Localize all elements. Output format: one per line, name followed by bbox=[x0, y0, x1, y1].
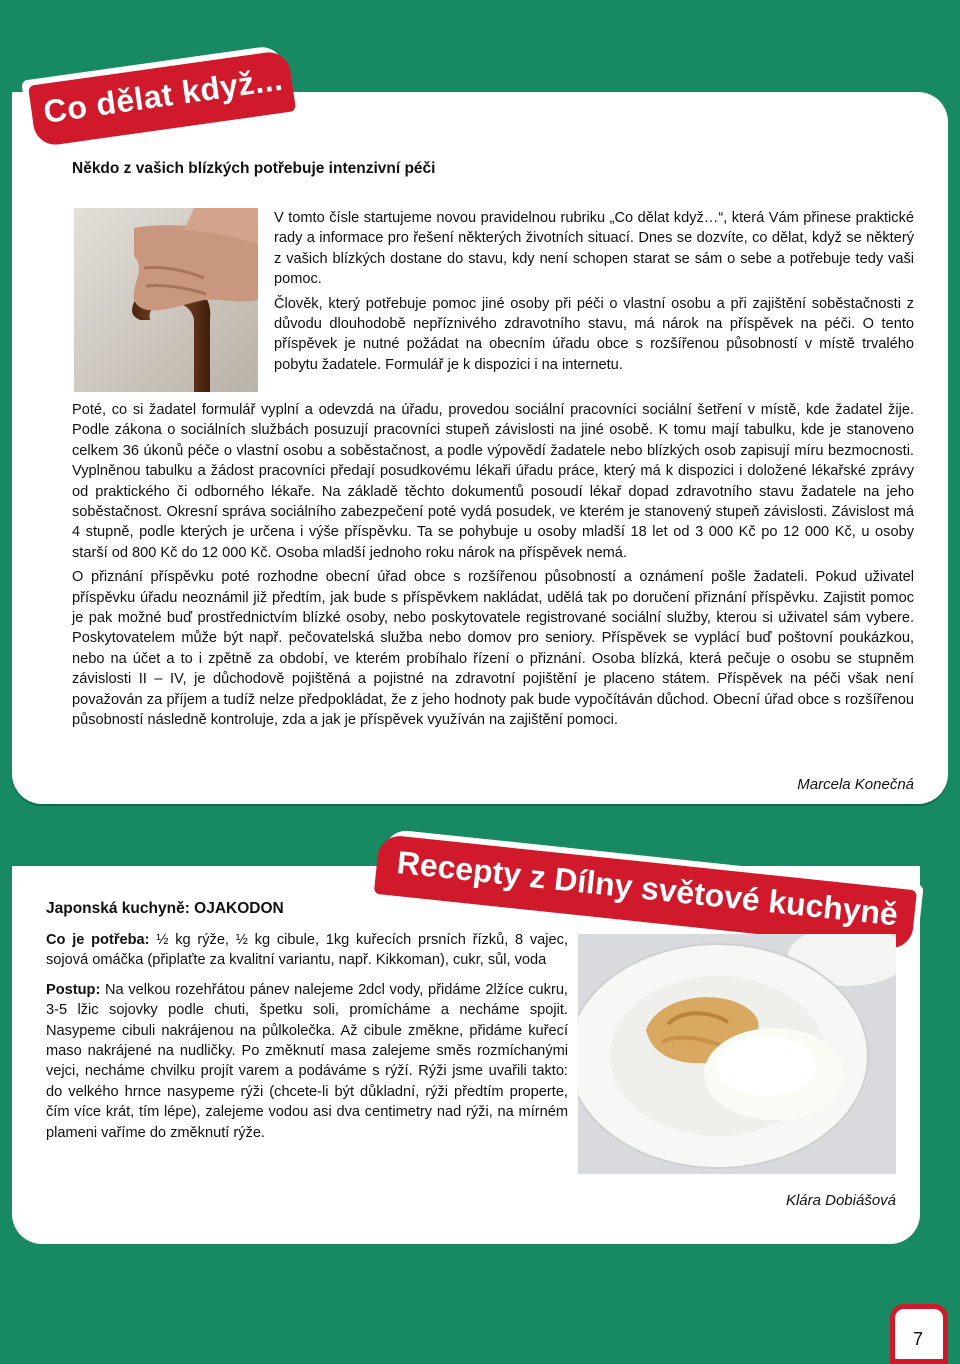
cane-illustration bbox=[74, 208, 258, 392]
recipe-section-title: Recepty z Dílny světové kuchyně bbox=[395, 844, 900, 933]
intro-paragraph: Člověk, který potřebuje pomoc jiné osoby při péči o vlastní osobu a při zajištění soběstačnosti z důvodu dlouhodobě nepříznivého zdravotního stavu, má nárok na příspěvek na péči. O tento příspěvek je nutné požádat na obecním úřadu obce s rozšířenou působností v místě trvalého pobytu žadatele. Formulář je k dispozici i na internetu. bbox=[274, 295, 914, 373]
body-paragraph: Poté, co si žadatel formulář vyplní a odevzdá na úřadu, provedou sociální pracovníci sociální šetření v místě, kde žadatel žije. Podle zákona o sociálních službách posuzují pracovníci stupeň závislosti na jiné osobě. K tomu mají tabulku, kde je stanoveno celkem 36 úkonů péče o vlastní osobu a soběstačnost, a podle výpovědí žadatele nebo blízkých osob zapisují míru bezmocnosti. Vyplněnou tabulku a žádost pracovníci předají posudkovému lékaři úřadu práce, který má k dispozici i doložené lékařské zprávy od praktického či odborného lékaře. Na základě těchto dokumentů posoudí lékař dopad zdravotního stavu žadatele na jeho soběstačnost. Okresní správa sociálního zabezpečení poté vydá posudek, ve kterém je stanovený stupeň závislosti. Závislost má 4 stupně, podle kterých je určena i výše příspěvku. Ta se pohybuje u osoby mladší 18 let od 3 000 Kč po 12 000 Kč, u osoby starší od 800 Kč do 12 000 Kč. Osoba mladší jednoho roku nárok na příspěvek nemá. bbox=[72, 402, 914, 561]
page-number: 7 bbox=[913, 1329, 924, 1349]
page-number-box bbox=[890, 1304, 948, 1364]
steps-paragraph bbox=[46, 980, 568, 1143]
article-author: Marcela Konečná bbox=[797, 776, 914, 793]
dish-photo bbox=[578, 934, 896, 1174]
ingredients-label: Co je potřeba: bbox=[46, 932, 150, 948]
section-title: Co dělat když... bbox=[41, 60, 285, 130]
recipe-title: Japonská kuchyně: OJAKODON bbox=[46, 900, 284, 917]
hand-on-cane-photo bbox=[74, 208, 258, 392]
ingredients-text: ½ kg rýže, ½ kg cibule, 1kg kuřecích prsních řízků, 8 vajec, sojová omáčka (připlaťte za kvalitní variantu, např. Kikkoman), cukr, sůl, voda bbox=[46, 932, 569, 969]
steps-label: Postup: bbox=[46, 981, 101, 998]
article-body bbox=[72, 400, 914, 731]
recipe-text bbox=[46, 930, 568, 1143]
recipe-author: Klára Dobiášová bbox=[785, 1192, 896, 1209]
article-subtitle: Někdo z vašich blízkých potřebuje intenzivní péči bbox=[72, 160, 436, 177]
body-paragraph: O přiznání příspěvku poté rozhodne obecní úřad obce s rozšířenou působností a oznámení pošle žadateli. Pokud uživatel příspěvku úřadu neoznámil již předtím, jak bude s příspěvkem nakládat, udělá tak po doručení přiznání příspěvku. Zajistit pomoc je pak možné buď prostřednictvím blízké osoby, nebo poskytovatele registrované sociální služby, kterou si uživatel sám vybere. Poskytovatelem může být např. pečovatelská služba nebo domov pro seniory. Příspěvek se vyplácí buď poštovní poukázkou, nebo na účet a to i zpětně za období, ve kterém probíhalo řízení o přiznání. Osoba blízká, která pečuje o osobu se stupněm závislosti II – IV, je důchodově pojištěná a pojistné na zdravotní pojištění je placeno státem. Příspěvek na péči však není považován za příjem a tudíž nelze předpokládat, že z jeho hodnoty pak bude vypočítáván důchod. Obecní úřad obce s rozšířenou působností následně kontroluje, zda a jak je příspěvek využíván na zajištění pomoci. bbox=[72, 569, 914, 729]
article-intro bbox=[274, 208, 914, 375]
intro-paragraph: V tomto čísle startujeme novou pravidelnou rubriku „Co dělat když…“, která Vám přinese praktické rady a informace pro řešení některých životních situací. Dnes se dozvíte, co dělat, když se některý z vašich blízkých dostane do stavu, kdy není schopen starat se sám o sebe a potřebuje tedy vaši pomoc. bbox=[274, 210, 914, 288]
steps-text: Na velkou rozehřátou pánev nalejeme 2dcl vody, přidáme 2lžíce cukru, 3-5 lžic sojovky podle chuti, špetku soli, promícháme a necháme spojit. Nasypeme cibuli nakrájenou na půlkolečka. Až cibule změkne, přidáme kuřecí maso nakrájené na nudličky. Po změknutí masa zalejeme směs rozmíchanými vejci, necháme chvilku projít varem a podáváme s rýží. Rýži jsme uvařili takto: do velkého hrnce nasypeme rýži (chcete-li být důkladní, rýži předtím properte, čím více krát, tím lépe), zalejeme vodou asi dva centimetry nad rýži, na mírném plameni vaříme do změknutí rýže. bbox=[46, 981, 568, 1141]
ingredients-paragraph bbox=[46, 930, 568, 971]
plate-illustration bbox=[578, 934, 896, 1174]
